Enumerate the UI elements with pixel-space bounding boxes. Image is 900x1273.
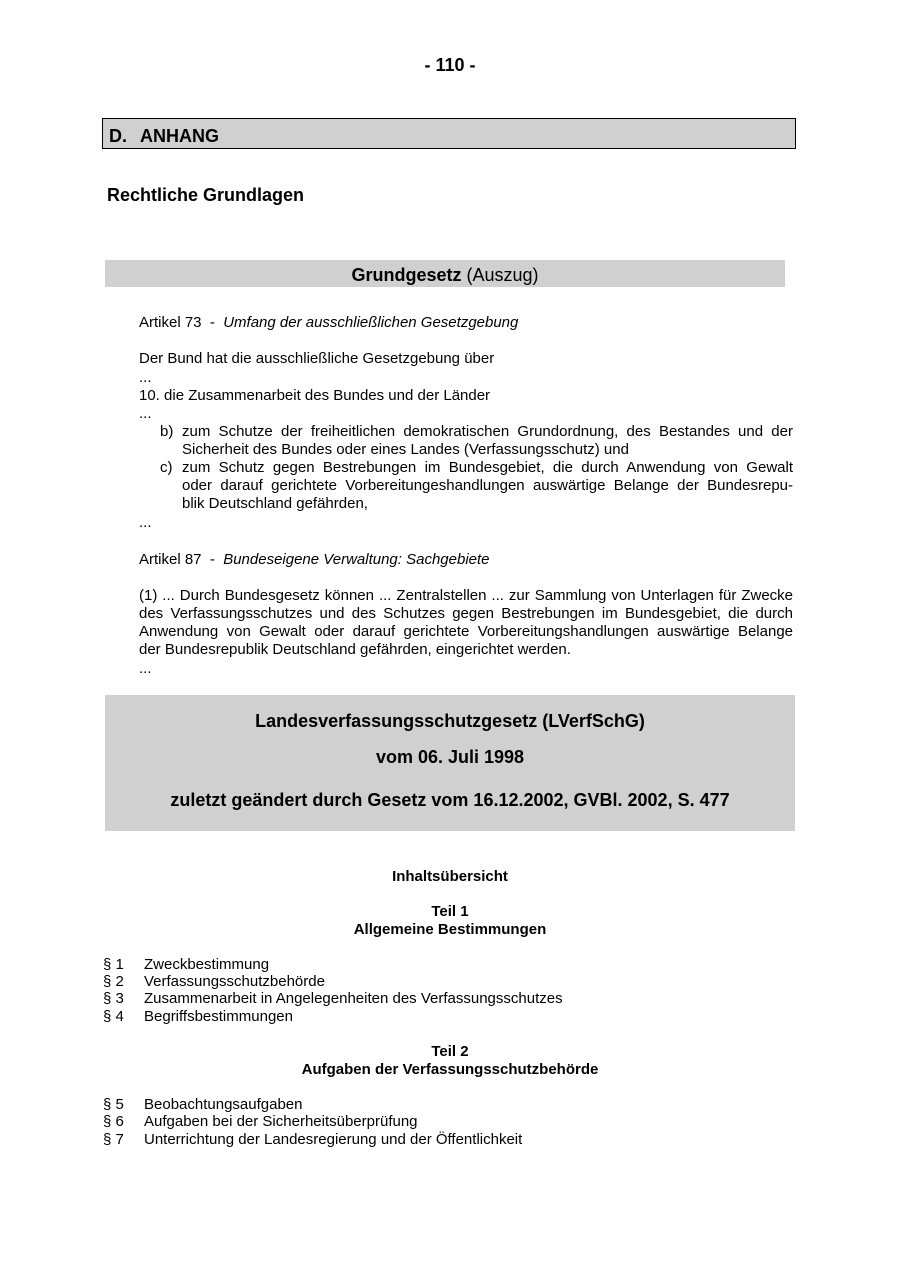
text-line: Sicherheit des Bundes oder eines Landes (Verfassungsschutz) und bbox=[182, 441, 629, 458]
text-line: des Verfassungsschutzes und des Schutzes gegen Bestrebungen im Bundesgebiet, die durch bbox=[139, 605, 793, 622]
ellipsis: ... bbox=[139, 405, 152, 422]
list-marker: c) bbox=[160, 459, 173, 476]
section-title: ANHANG bbox=[140, 126, 219, 146]
list-item-b bbox=[160, 423, 793, 459]
toc-entry-title: Unterrichtung der Landesregierung und der Öffentlichkeit bbox=[144, 1131, 523, 1148]
toc-entry-title: Zusammenarbeit in Angelegenheiten des Verfassungsschutzes bbox=[144, 990, 563, 1007]
article-73-intro: Der Bund hat die ausschließliche Gesetzgebung über bbox=[139, 350, 495, 367]
text-line: oder darauf gerichtete Vorbereitungeshandlungen auswärtige Belange der Bundesrepu- bbox=[182, 477, 793, 494]
ellipsis: ... bbox=[139, 369, 152, 386]
lverfschg-date: vom 06. Juli 1998 bbox=[375, 747, 525, 767]
subheading: Rechtliche Grundlagen bbox=[107, 185, 305, 205]
toc-heading: Inhaltsübersicht bbox=[392, 868, 508, 885]
lverfschg-title: Landesverfassungsschutzgesetz (LVerfSchG) bbox=[255, 711, 645, 731]
toc-part-label: Teil 2 bbox=[431, 1043, 469, 1060]
text-line: zum Schutz gegen Bestrebungen im Bundesgebiet, die durch Anwendung von Gewalt bbox=[182, 459, 793, 476]
article-73-prefix: Artikel 73 - bbox=[139, 314, 224, 331]
toc-entry-title: Zweckbestimmung bbox=[144, 956, 270, 973]
article-73-item-10: 10. die Zusammenarbeit des Bundes und der Länder bbox=[139, 387, 491, 404]
text-line: blik Deutschland gefährden, bbox=[182, 495, 368, 512]
toc-part-title: Allgemeine Bestimmungen bbox=[353, 921, 547, 938]
toc-entry-number: § 2 bbox=[103, 973, 124, 990]
article-87-prefix: Artikel 87 - bbox=[139, 551, 224, 568]
toc-part-title: Aufgaben der Verfassungsschutzbehörde bbox=[301, 1061, 599, 1078]
article-87-title: Bundeseigene Verwaltung: Sachgebiete bbox=[223, 551, 490, 568]
grundgesetz-title-rest: (Auszug) bbox=[461, 265, 539, 285]
ellipsis: ... bbox=[139, 514, 152, 531]
article-87-paragraph bbox=[139, 587, 793, 659]
toc-entry-title: Verfassungsschutzbehörde bbox=[144, 973, 325, 990]
toc-entry-number: § 6 bbox=[103, 1113, 124, 1130]
section-letter: D. bbox=[109, 126, 127, 146]
toc-entry-number: § 5 bbox=[103, 1096, 124, 1113]
toc-entry-number: § 7 bbox=[103, 1131, 124, 1148]
toc-entry-number: § 3 bbox=[103, 990, 124, 1007]
page-number: - 110 - bbox=[424, 55, 476, 75]
list-item-c bbox=[160, 459, 793, 513]
article-73-heading bbox=[139, 314, 793, 332]
list-marker: b) bbox=[160, 423, 174, 440]
toc-entry-number: § 4 bbox=[103, 1008, 124, 1025]
toc-entry-title: Beobachtungsaufgaben bbox=[144, 1096, 303, 1113]
list-item-text bbox=[182, 459, 793, 513]
grundgesetz-title bbox=[105, 265, 785, 285]
text-line: der Bundesrepublik Deutschland gefährden, eingerichtet werden. bbox=[139, 641, 571, 658]
list-item-text bbox=[182, 423, 793, 459]
grundgesetz-title-bold: Grundgesetz bbox=[351, 265, 462, 285]
toc-entry-title: Aufgaben bei der Sicherheitsüberprüfung bbox=[144, 1113, 418, 1130]
toc-part-label: Teil 1 bbox=[431, 903, 469, 920]
text-line: (1) ... Durch Bundesgesetz können ... Zentralstellen ... zur Sammlung von Unterlagen für Zwecke bbox=[139, 587, 793, 604]
article-73-title: Umfang der ausschließlichen Gesetzgebung bbox=[223, 314, 519, 331]
text-line: Anwendung von Gewalt oder darauf gerichtete Vorbereitungshandlungen auswärtige Belange bbox=[139, 623, 793, 640]
text-line: zum Schutze der freiheitlichen demokratischen Grundordnung, des Bestandes und der bbox=[182, 423, 793, 440]
article-87-heading bbox=[139, 551, 793, 569]
section-header-box bbox=[102, 118, 796, 149]
toc-entry-title: Begriffsbestimmungen bbox=[144, 1008, 293, 1025]
toc-entry-number: § 1 bbox=[103, 956, 124, 973]
ellipsis: ... bbox=[139, 660, 152, 677]
lverfschg-amended: zuletzt geändert durch Gesetz vom 16.12.2002, GVBl. 2002, S. 477 bbox=[170, 790, 730, 810]
